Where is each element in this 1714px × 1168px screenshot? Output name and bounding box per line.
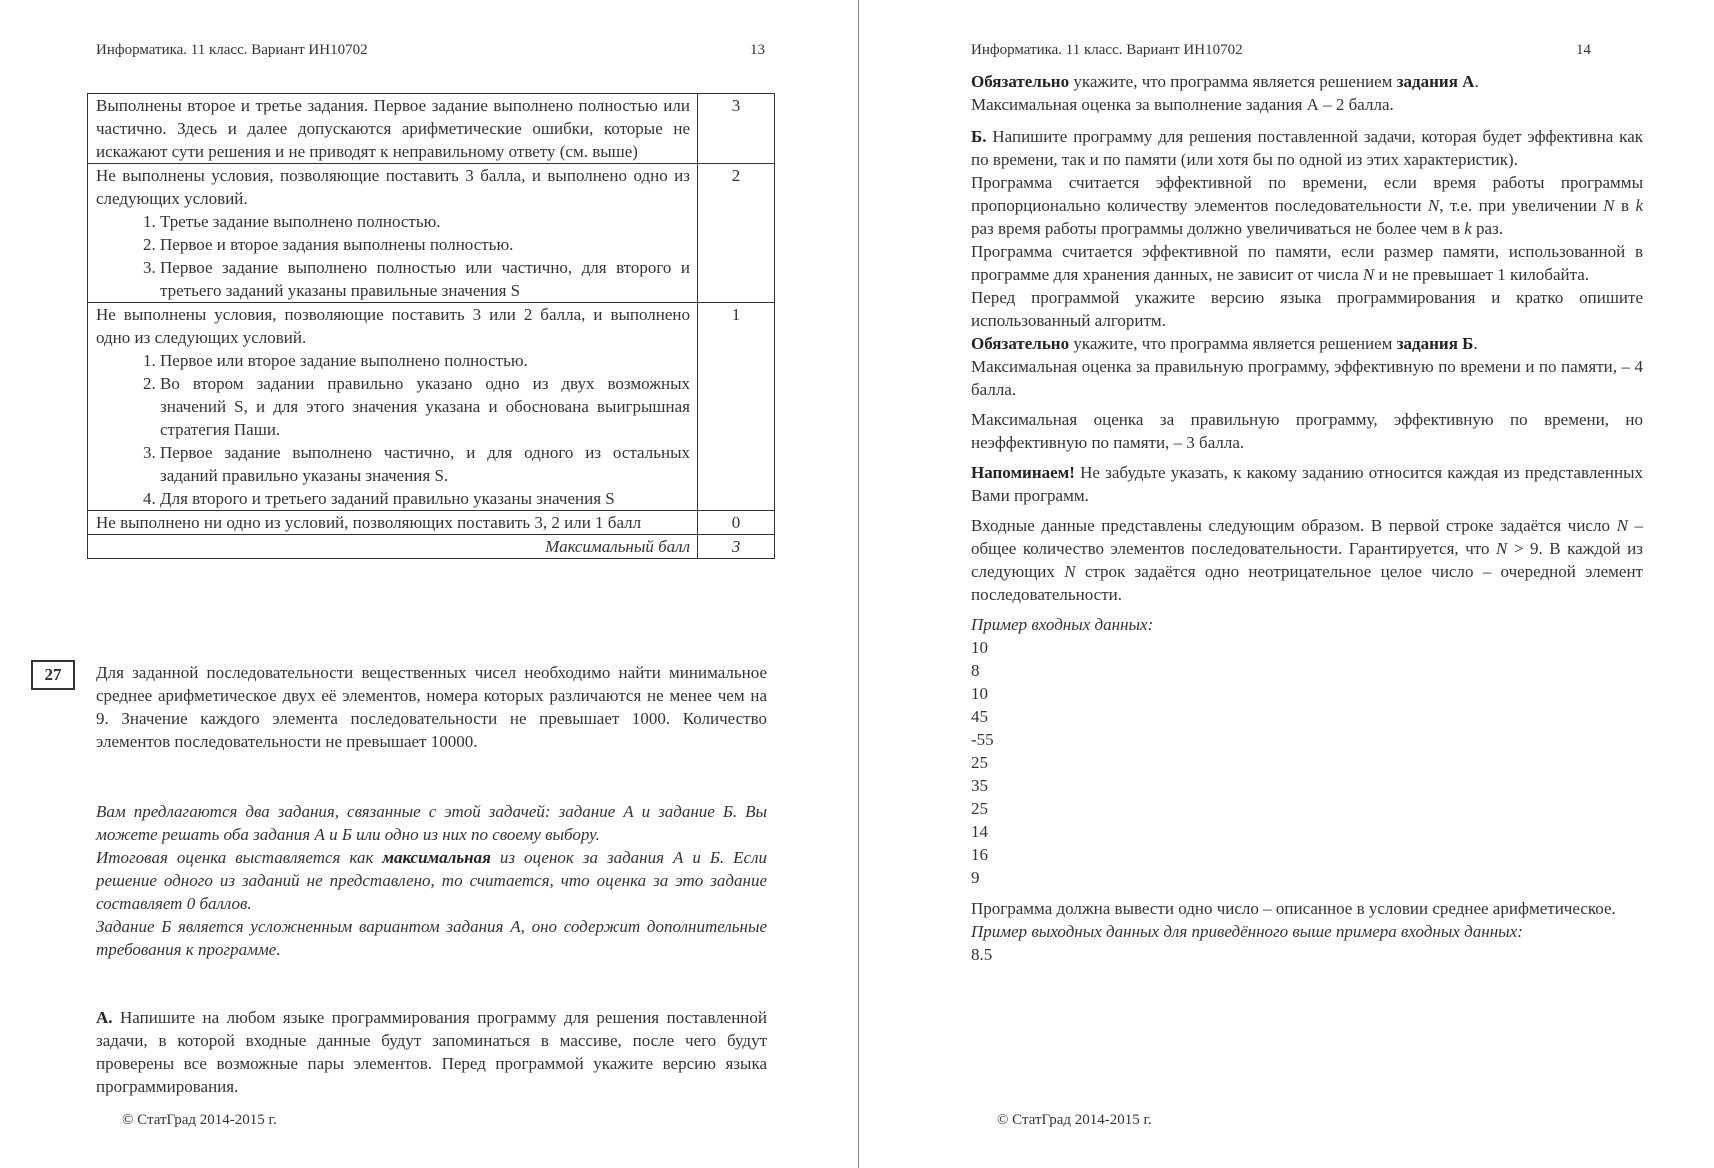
criteria-row [88, 164, 775, 303]
criteria-text: Не выполнены условия, позволяющие поставить 3 балла, и выполнено одно из следующих условий. [96, 166, 690, 208]
task-instructions [96, 800, 767, 961]
example-input-value: 16 [971, 845, 988, 864]
example-input-list [971, 636, 1643, 889]
task-b-note: Задание Б является усложненным вариантом задания А, оно содержит дополнительные требования к программе. [96, 917, 767, 959]
criteria-row [88, 511, 775, 535]
criteria-table [87, 93, 775, 559]
example-input-label: Пример входных данных: [971, 615, 1154, 634]
criteria-score: 3 [698, 94, 775, 164]
example-input-value: 14 [971, 822, 988, 841]
criteria-item: 1. Первое или второе задание выполнено полностью. [160, 349, 690, 372]
language-note: Перед программой укажите версию языка программирования и кратко опишите использованный алгоритм. [971, 288, 1643, 330]
page-footer: © СтатГрад 2014-2015 г. [997, 1112, 1152, 1128]
example-input-value: 35 [971, 776, 988, 795]
input-description: Входные данные представлены следующим образом. В первой строке задаётся число N – общее количество элементов последовательности. Гарантируется, что N > 9. В каждой из следующих N строк задаётся одно неотрицательное целое число – очередной элемент последовательности. [971, 516, 1644, 604]
example-input-value: 45 [971, 707, 988, 726]
output-description: Программа должна вывести одно число – описанное в условии среднее арифметическое. [971, 899, 1616, 918]
max-a-note: Максимальная оценка за выполнение задания А – 2 балла. [971, 95, 1394, 114]
task-statement: Для заданной последовательности вещественных чисел необходимо найти минимальное среднее арифметическое двух её элементов, номера которых различаются не менее чем на 9. Значение каждого элемента последовательности не превышает 1000. Количество элементов последовательности не превышает 10000. [96, 663, 767, 751]
criteria-item: 3. Первое задание выполнено полностью или частично, для второго и третьего заданий указаны правильные значения S [160, 256, 690, 302]
criteria-row [88, 303, 775, 511]
page-header: Информатика. 11 класс. Вариант ИН10702 [971, 42, 1243, 58]
max-score-label: Максимальный балл [88, 535, 698, 559]
criteria-item: 3. Первое задание выполнено частично, и для одного из остальных заданий правильно указаны значения S. [160, 441, 690, 487]
page-number: 13 [750, 42, 765, 58]
right-text-column [971, 70, 1643, 966]
example-input-value: 9 [971, 868, 980, 887]
criteria-text: Не выполнены условия, позволяющие поставить 3 или 2 балла, и выполнено одно из следующих условий. [96, 305, 690, 347]
criteria-score: 1 [698, 303, 775, 511]
criteria-item: 1. Третье задание выполнено полностью. [160, 210, 690, 233]
oblig-a-note: Обязательно укажите, что программа является решением задания А. [971, 72, 1479, 91]
task-b-text: Б. Напишите программу для решения поставленной задачи, которая будет эффективна как по времени, так и по памяти (или хотя бы по одной из этих характеристик). [971, 127, 1643, 169]
criteria-item: 2. Первое и второе задания выполнены полностью. [160, 233, 690, 256]
example-input-value: 10 [971, 638, 988, 657]
criteria-max-row [88, 535, 775, 559]
criteria-text: Не выполнено ни одно из условий, позволяющих поставить 3, 2 или 1 балл [96, 513, 642, 532]
page-number: 14 [1576, 42, 1591, 58]
example-output-label: Пример выходных данных для приведённого выше примера входных данных: [971, 922, 1523, 941]
task-grade-note: Итоговая оценка выставляется как максимальная из оценок за задания А и Б. Если решение одного из заданий не представлено, то считается, что оценка за это задание составляет 0 баллов. [96, 848, 767, 913]
task-number: 27 [31, 660, 75, 690]
criteria-score: 2 [698, 164, 775, 303]
right-page [859, 0, 1714, 1168]
max-score-value: 3 [698, 535, 775, 559]
example-input-value: 25 [971, 799, 988, 818]
max-b-4-note: Максимальная оценка за правильную программу, эффективную по времени и по памяти, – 4 балла. [971, 357, 1643, 399]
task-a-text: А. Напишите на любом языке программирования программу для решения поставленной задачи, в которой входные данные будут запоминаться в массиве, после чего будут проверены все возможные пары элементов. Перед программой укажите версию языка программирования. [96, 1008, 767, 1096]
example-input-value: 25 [971, 753, 988, 772]
example-input-value: 10 [971, 684, 988, 703]
page-footer: © СтатГрад 2014-2015 г. [122, 1112, 277, 1128]
example-output-value: 8.5 [971, 945, 993, 964]
memory-efficiency-note: Программа считается эффективной по памяти, если размер памяти, использованной в программе для хранения данных, не зависит от числа N и не превышает 1 килобайта. [971, 242, 1643, 284]
criteria-list [96, 210, 690, 302]
oblig-b-note: Обязательно укажите, что программа является решением задания Б. [971, 334, 1478, 353]
criteria-item: 4. Для второго и третьего заданий правильно указаны значения S [160, 487, 690, 510]
criteria-text: Выполнены второе и третье задания. Первое задание выполнено полностью или частично. Здесь и далее допускаются арифметические ошибки, которые не искажают сути решения и не приводят к неправильному ответу (см. выше) [96, 96, 690, 161]
time-efficiency-note: Программа считается эффективной по времени, если время работы программы пропорционально количеству элементов последовательности N, т.е. при увеличении N в k раз время работы программы должно увеличиваться не более чем в k раз. [971, 173, 1643, 238]
example-input-value: -55 [971, 730, 994, 749]
page-header: Информатика. 11 класс. Вариант ИН10702 [96, 42, 368, 58]
criteria-item: 2. Во втором задании правильно указано одно из двух возможных значений S, и для этого значения указана и обоснована выигрышная стратегия Паши. [160, 372, 690, 441]
task-intro: Вам предлагаются два задания, связанные с этой задачей: задание А и задание Б. Вы можете решать оба задания А и Б или одно из них по своему выбору. [96, 802, 767, 844]
criteria-row [88, 94, 775, 164]
reminder-note: Напоминаем! Не забудьте указать, к какому заданию относится каждая из представленных Вами программ. [971, 463, 1643, 505]
criteria-list [96, 349, 690, 510]
criteria-score: 0 [698, 511, 775, 535]
example-input-value: 8 [971, 661, 980, 680]
max-b-3-note: Максимальная оценка за правильную программу, эффективную по времени, но неэффективную по памяти, – 3 балла. [971, 410, 1643, 452]
